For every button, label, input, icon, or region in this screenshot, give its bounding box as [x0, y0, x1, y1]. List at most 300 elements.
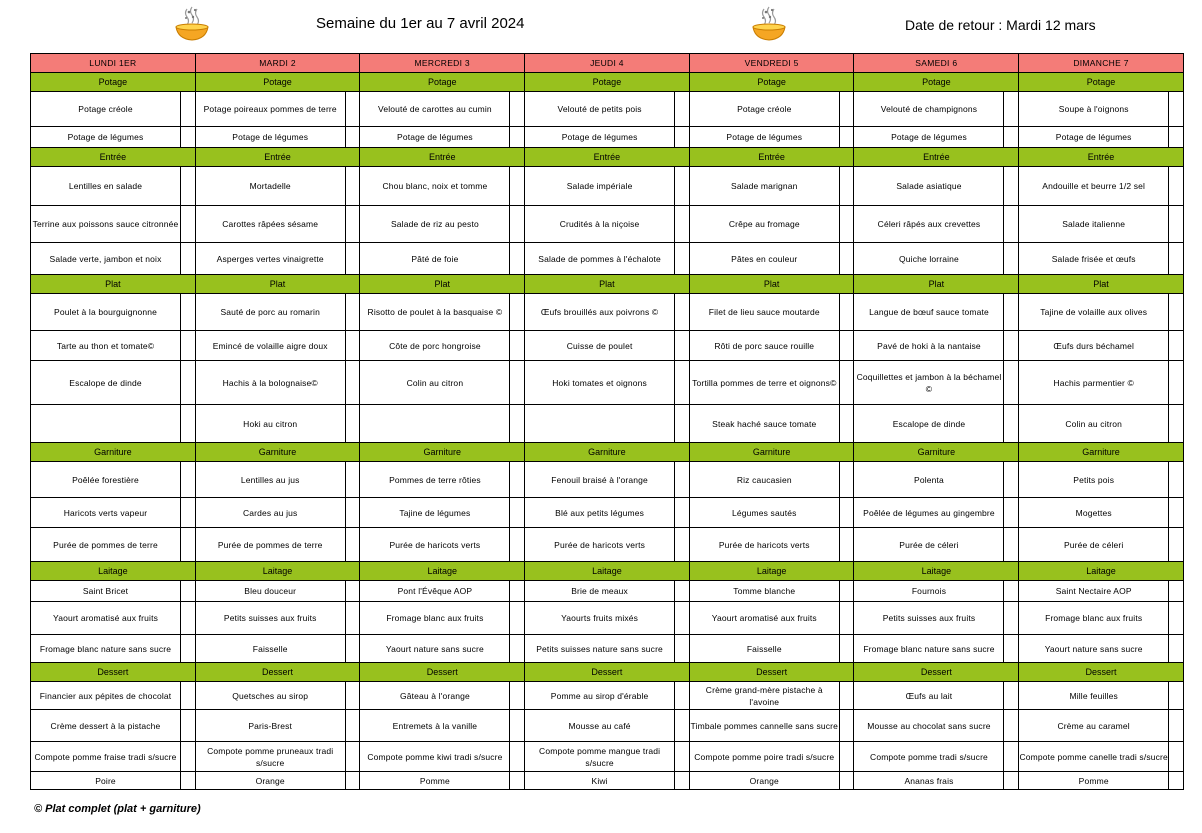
blank-cell: [1169, 528, 1184, 562]
section-header: Laitage: [1019, 562, 1184, 581]
dish-cell: Orange: [689, 772, 839, 790]
dish-cell: Hachis parmentier ©: [1019, 361, 1169, 405]
blank-cell: [1004, 167, 1019, 206]
day-header: DIMANCHE 7: [1019, 54, 1184, 73]
soup-bowl-icon: [172, 3, 212, 43]
blank-cell: [1004, 772, 1019, 790]
dish-cell: Chou blanc, noix et tomme: [360, 167, 510, 206]
blank-cell: [675, 405, 690, 443]
blank-cell: [1004, 581, 1019, 602]
day-header: VENDREDI 5: [689, 54, 854, 73]
menu-row: [31, 602, 1184, 635]
dish-cell: Purée de pommes de terre: [31, 528, 181, 562]
dish-cell: Crudités à la niçoise: [525, 206, 675, 243]
section-header: Potage: [689, 73, 854, 92]
blank-cell: [345, 361, 360, 405]
blank-cell: [510, 742, 525, 772]
blank-cell: [839, 581, 854, 602]
day-header: MARDI 2: [195, 54, 360, 73]
dish-cell: Potage de légumes: [360, 127, 510, 148]
dish-cell: Velouté de champignons: [854, 92, 1004, 127]
dish-cell: Brie de meaux: [525, 581, 675, 602]
dish-cell: Colin au citron: [360, 361, 510, 405]
blank-cell: [1169, 243, 1184, 275]
blank-cell: [345, 127, 360, 148]
menu-row: [31, 498, 1184, 528]
blank-cell: [675, 528, 690, 562]
dish-cell: Crêpe au fromage: [689, 206, 839, 243]
dish-cell: Crème au caramel: [1019, 710, 1169, 742]
dish-cell: Pâtes en couleur: [689, 243, 839, 275]
dish-cell: Crème dessert à la pistache: [31, 710, 181, 742]
section-header: Plat: [360, 275, 525, 294]
blank-cell: [675, 682, 690, 710]
dish-cell: Financier aux pépites de chocolat: [31, 682, 181, 710]
dish-cell: Mousse au chocolat sans sucre: [854, 710, 1004, 742]
dish-cell: Blé aux petits légumes: [525, 498, 675, 528]
dish-cell: Potage créole: [689, 92, 839, 127]
blank-cell: [1169, 498, 1184, 528]
dish-cell: Faisselle: [689, 635, 839, 663]
blank-cell: [345, 635, 360, 663]
section-header: Dessert: [195, 663, 360, 682]
dish-cell: Tajine de volaille aux olives: [1019, 294, 1169, 331]
section-header: Garniture: [854, 443, 1019, 462]
blank-cell: [510, 206, 525, 243]
blank-cell: [345, 682, 360, 710]
blank-cell: [839, 498, 854, 528]
dish-cell: Kiwi: [525, 772, 675, 790]
dish-cell: Yaourt nature sans sucre: [360, 635, 510, 663]
blank-cell: [675, 92, 690, 127]
dish-cell: Rôti de porc sauce rouille: [689, 331, 839, 361]
dish-cell: Pomme: [360, 772, 510, 790]
blank-cell: [345, 243, 360, 275]
dish-cell: Faisselle: [195, 635, 345, 663]
dish-cell: Mille feuilles: [1019, 682, 1169, 710]
dish-cell: Potage de légumes: [854, 127, 1004, 148]
dish-cell: Salade marignan: [689, 167, 839, 206]
dish-cell: Asperges vertes vinaigrette: [195, 243, 345, 275]
dish-cell: Tarte au thon et tomate©: [31, 331, 181, 361]
blank-cell: [181, 635, 196, 663]
section-header: Potage: [360, 73, 525, 92]
menu-row: [31, 462, 1184, 498]
blank-cell: [345, 602, 360, 635]
blank-cell: [510, 498, 525, 528]
section-header: Potage: [1019, 73, 1184, 92]
section-header: Laitage: [525, 562, 690, 581]
blank-cell: [181, 361, 196, 405]
blank-cell: [1004, 243, 1019, 275]
blank-cell: [1169, 742, 1184, 772]
dish-cell: Mousse au café: [525, 710, 675, 742]
dish-cell: [31, 405, 181, 443]
section-header: Dessert: [1019, 663, 1184, 682]
blank-cell: [181, 405, 196, 443]
menu-row: [31, 92, 1184, 127]
section-header-row: [31, 73, 1184, 92]
dish-cell: Pommes de terre rôties: [360, 462, 510, 498]
dish-cell: [525, 405, 675, 443]
dish-cell: Terrine aux poissons sauce citronnée: [31, 206, 181, 243]
dish-cell: Risotto de poulet à la basquaise ©: [360, 294, 510, 331]
blank-cell: [1169, 127, 1184, 148]
section-header: Potage: [525, 73, 690, 92]
dish-cell: Fromage blanc aux fruits: [360, 602, 510, 635]
menu-row: [31, 742, 1184, 772]
blank-cell: [510, 772, 525, 790]
section-header: Dessert: [854, 663, 1019, 682]
blank-cell: [345, 498, 360, 528]
dish-cell: Cardes au jus: [195, 498, 345, 528]
dish-cell: Soupe à l'oignons: [1019, 92, 1169, 127]
menu-row: [31, 635, 1184, 663]
dish-cell: Salade impériale: [525, 167, 675, 206]
blank-cell: [839, 710, 854, 742]
blank-cell: [181, 528, 196, 562]
dish-cell: Paris-Brest: [195, 710, 345, 742]
section-header: Plat: [1019, 275, 1184, 294]
section-header: Laitage: [689, 562, 854, 581]
dish-cell: Sauté de porc au romarin: [195, 294, 345, 331]
dish-cell: Coquillettes et jambon à la béchamel ©: [854, 361, 1004, 405]
dish-cell: Gâteau à l'orange: [360, 682, 510, 710]
dish-cell: Pavé de hoki à la nantaise: [854, 331, 1004, 361]
dish-cell: Escalope de dinde: [854, 405, 1004, 443]
blank-cell: [345, 92, 360, 127]
blank-cell: [181, 92, 196, 127]
menu-row: [31, 167, 1184, 206]
dish-cell: Escalope de dinde: [31, 361, 181, 405]
blank-cell: [181, 682, 196, 710]
menu-row: [31, 127, 1184, 148]
dish-cell: Salade verte, jambon et noix: [31, 243, 181, 275]
dish-cell: Poulet à la bourguignonne: [31, 294, 181, 331]
dish-cell: [360, 405, 510, 443]
blank-cell: [1004, 498, 1019, 528]
dish-cell: Salade de riz au pesto: [360, 206, 510, 243]
blank-cell: [1004, 92, 1019, 127]
dish-cell: Yaourt nature sans sucre: [1019, 635, 1169, 663]
section-header: Entrée: [195, 148, 360, 167]
dish-cell: Petits suisses nature sans sucre: [525, 635, 675, 663]
dish-cell: Velouté de petits pois: [525, 92, 675, 127]
blank-cell: [1004, 405, 1019, 443]
blank-cell: [1004, 742, 1019, 772]
dish-cell: Purée de céleri: [854, 528, 1004, 562]
dish-cell: Fournois: [854, 581, 1004, 602]
blank-cell: [675, 243, 690, 275]
dish-cell: Potage de légumes: [689, 127, 839, 148]
blank-cell: [510, 405, 525, 443]
blank-cell: [345, 528, 360, 562]
blank-cell: [1169, 462, 1184, 498]
dish-cell: Côte de porc hongroise: [360, 331, 510, 361]
weekly-menu-table: [30, 53, 1184, 790]
section-header: Entrée: [360, 148, 525, 167]
dish-cell: Œufs brouillés aux poivrons ©: [525, 294, 675, 331]
dish-cell: Céleri râpés aux crevettes: [854, 206, 1004, 243]
blank-cell: [181, 772, 196, 790]
blank-cell: [675, 361, 690, 405]
blank-cell: [181, 331, 196, 361]
menu-row: [31, 294, 1184, 331]
section-header-row: [31, 275, 1184, 294]
blank-cell: [1004, 602, 1019, 635]
dish-cell: Poêlée de légumes au gingembre: [854, 498, 1004, 528]
dish-cell: Lentilles en salade: [31, 167, 181, 206]
blank-cell: [510, 602, 525, 635]
blank-cell: [345, 742, 360, 772]
blank-cell: [675, 581, 690, 602]
blank-cell: [675, 742, 690, 772]
dish-cell: Ananas frais: [854, 772, 1004, 790]
blank-cell: [1169, 405, 1184, 443]
blank-cell: [181, 581, 196, 602]
dish-cell: Potage de légumes: [525, 127, 675, 148]
blank-cell: [345, 405, 360, 443]
dish-cell: Petits suisses aux fruits: [195, 602, 345, 635]
section-header: Potage: [31, 73, 196, 92]
day-header: SAMEDI 6: [854, 54, 1019, 73]
section-header: Garniture: [689, 443, 854, 462]
dish-cell: Filet de lieu sauce moutarde: [689, 294, 839, 331]
dish-cell: Hachis à la bolognaise©: [195, 361, 345, 405]
blank-cell: [1169, 581, 1184, 602]
blank-cell: [839, 635, 854, 663]
blank-cell: [345, 294, 360, 331]
blank-cell: [345, 206, 360, 243]
dish-cell: Langue de bœuf sauce tomate: [854, 294, 1004, 331]
dish-cell: Fenouil braisé à l'orange: [525, 462, 675, 498]
dish-cell: Salade asiatique: [854, 167, 1004, 206]
blank-cell: [510, 92, 525, 127]
menu-row: [31, 581, 1184, 602]
blank-cell: [1004, 682, 1019, 710]
section-header: Dessert: [689, 663, 854, 682]
blank-cell: [510, 167, 525, 206]
blank-cell: [345, 462, 360, 498]
section-header-row: [31, 562, 1184, 581]
menu-row: [31, 361, 1184, 405]
dish-cell: Compote pomme pruneaux tradi s/sucre: [195, 742, 345, 772]
blank-cell: [1004, 127, 1019, 148]
dish-cell: Entremets à la vanille: [360, 710, 510, 742]
menu-row: [31, 243, 1184, 275]
dish-cell: Compote pomme kiwi tradi s/sucre: [360, 742, 510, 772]
menu-row: [31, 528, 1184, 562]
blank-cell: [510, 581, 525, 602]
dish-cell: Compote pomme canelle tradi s/sucre: [1019, 742, 1169, 772]
section-header: Garniture: [1019, 443, 1184, 462]
blank-cell: [1169, 710, 1184, 742]
section-header: Entrée: [31, 148, 196, 167]
dish-cell: Salade italienne: [1019, 206, 1169, 243]
dish-cell: Riz caucasien: [689, 462, 839, 498]
blank-cell: [345, 167, 360, 206]
dish-cell: Bleu douceur: [195, 581, 345, 602]
dish-cell: Pont l'Évêque AOP: [360, 581, 510, 602]
blank-cell: [1169, 167, 1184, 206]
section-header: Plat: [195, 275, 360, 294]
dish-cell: Crème grand-mère pistache à l'avoine: [689, 682, 839, 710]
blank-cell: [181, 602, 196, 635]
page-title: Semaine du 1er au 7 avril 2024: [316, 15, 525, 32]
blank-cell: [510, 528, 525, 562]
dish-cell: Quiche lorraine: [854, 243, 1004, 275]
section-header-row: [31, 148, 1184, 167]
section-header: Garniture: [195, 443, 360, 462]
section-header: Entrée: [854, 148, 1019, 167]
blank-cell: [510, 243, 525, 275]
dish-cell: Mortadelle: [195, 167, 345, 206]
blank-cell: [675, 127, 690, 148]
blank-cell: [1169, 361, 1184, 405]
section-header: Potage: [854, 73, 1019, 92]
blank-cell: [345, 710, 360, 742]
blank-cell: [1004, 710, 1019, 742]
day-header: LUNDI 1ER: [31, 54, 196, 73]
dish-cell: Fromage blanc nature sans sucre: [31, 635, 181, 663]
dish-cell: Cuisse de poulet: [525, 331, 675, 361]
blank-cell: [839, 206, 854, 243]
blank-cell: [839, 682, 854, 710]
dish-cell: Pomme au sirop d'érable: [525, 682, 675, 710]
section-header: Entrée: [525, 148, 690, 167]
dish-cell: Lentilles au jus: [195, 462, 345, 498]
dish-cell: Colin au citron: [1019, 405, 1169, 443]
dish-cell: Timbale pommes cannelle sans sucre: [689, 710, 839, 742]
dish-cell: Potage créole: [31, 92, 181, 127]
blank-cell: [181, 498, 196, 528]
blank-cell: [675, 167, 690, 206]
blank-cell: [839, 92, 854, 127]
blank-cell: [675, 635, 690, 663]
blank-cell: [839, 127, 854, 148]
blank-cell: [510, 682, 525, 710]
dish-cell: Mogettes: [1019, 498, 1169, 528]
dish-cell: Pomme: [1019, 772, 1169, 790]
blank-cell: [839, 243, 854, 275]
menu-row: [31, 772, 1184, 790]
blank-cell: [181, 710, 196, 742]
menu-row: [31, 405, 1184, 443]
dish-cell: Orange: [195, 772, 345, 790]
dish-cell: Petits suisses aux fruits: [854, 602, 1004, 635]
section-header: Garniture: [360, 443, 525, 462]
blank-cell: [1004, 294, 1019, 331]
blank-cell: [1169, 294, 1184, 331]
blank-cell: [510, 361, 525, 405]
dish-cell: Potage poireaux pommes de terre: [195, 92, 345, 127]
menu-row: [31, 206, 1184, 243]
day-header-row: [31, 54, 1184, 73]
blank-cell: [181, 127, 196, 148]
dish-cell: Purée de céleri: [1019, 528, 1169, 562]
blank-cell: [181, 462, 196, 498]
blank-cell: [181, 742, 196, 772]
blank-cell: [839, 331, 854, 361]
section-header: Laitage: [360, 562, 525, 581]
blank-cell: [839, 462, 854, 498]
dish-cell: Tortilla pommes de terre et oignons©: [689, 361, 839, 405]
section-header: Garniture: [525, 443, 690, 462]
section-header: Garniture: [31, 443, 196, 462]
dish-cell: Petits pois: [1019, 462, 1169, 498]
menu-row: [31, 682, 1184, 710]
blank-cell: [510, 635, 525, 663]
section-header: Laitage: [854, 562, 1019, 581]
blank-cell: [1169, 331, 1184, 361]
menu-row: [31, 710, 1184, 742]
dish-cell: Potage de légumes: [31, 127, 181, 148]
section-header: Plat: [525, 275, 690, 294]
dish-cell: Œufs au lait: [854, 682, 1004, 710]
section-header-row: [31, 443, 1184, 462]
blank-cell: [839, 405, 854, 443]
blank-cell: [1004, 528, 1019, 562]
dish-cell: Saint Nectaire AOP: [1019, 581, 1169, 602]
blank-cell: [510, 331, 525, 361]
blank-cell: [1169, 772, 1184, 790]
dish-cell: Steak haché sauce tomate: [689, 405, 839, 443]
dish-cell: Polenta: [854, 462, 1004, 498]
blank-cell: [839, 361, 854, 405]
section-header: Entrée: [1019, 148, 1184, 167]
dish-cell: Pâté de foie: [360, 243, 510, 275]
dish-cell: Hoki au citron: [195, 405, 345, 443]
dish-cell: Poire: [31, 772, 181, 790]
page-header: [0, 0, 1202, 50]
day-header: MERCREDI 3: [360, 54, 525, 73]
blank-cell: [675, 602, 690, 635]
blank-cell: [181, 167, 196, 206]
blank-cell: [1004, 361, 1019, 405]
return-date: Date de retour : Mardi 12 mars: [905, 17, 1096, 33]
footnote: © Plat complet (plat + garniture): [34, 803, 201, 815]
dish-cell: Purée de haricots verts: [360, 528, 510, 562]
dish-cell: Salade de pommes à l'échalote: [525, 243, 675, 275]
section-header: Laitage: [31, 562, 196, 581]
blank-cell: [345, 581, 360, 602]
section-header: Potage: [195, 73, 360, 92]
blank-cell: [510, 127, 525, 148]
dish-cell: Tomme blanche: [689, 581, 839, 602]
dish-cell: Yaourt aromatisé aux fruits: [689, 602, 839, 635]
dish-cell: Fromage blanc nature sans sucre: [854, 635, 1004, 663]
dish-cell: Andouille et beurre 1/2 sel: [1019, 167, 1169, 206]
blank-cell: [345, 331, 360, 361]
blank-cell: [839, 742, 854, 772]
dish-cell: Yaourt aromatisé aux fruits: [31, 602, 181, 635]
blank-cell: [675, 772, 690, 790]
blank-cell: [1004, 462, 1019, 498]
blank-cell: [675, 498, 690, 528]
blank-cell: [1169, 602, 1184, 635]
dish-cell: Compote pomme mangue tradi s/sucre: [525, 742, 675, 772]
dish-cell: Haricots verts vapeur: [31, 498, 181, 528]
section-header: Plat: [689, 275, 854, 294]
dish-cell: Saint Bricet: [31, 581, 181, 602]
blank-cell: [345, 772, 360, 790]
blank-cell: [675, 331, 690, 361]
dish-cell: Potage de légumes: [195, 127, 345, 148]
dish-cell: Hoki tomates et oignons: [525, 361, 675, 405]
blank-cell: [1169, 92, 1184, 127]
dish-cell: Purée de haricots verts: [689, 528, 839, 562]
dish-cell: Légumes sautés: [689, 498, 839, 528]
